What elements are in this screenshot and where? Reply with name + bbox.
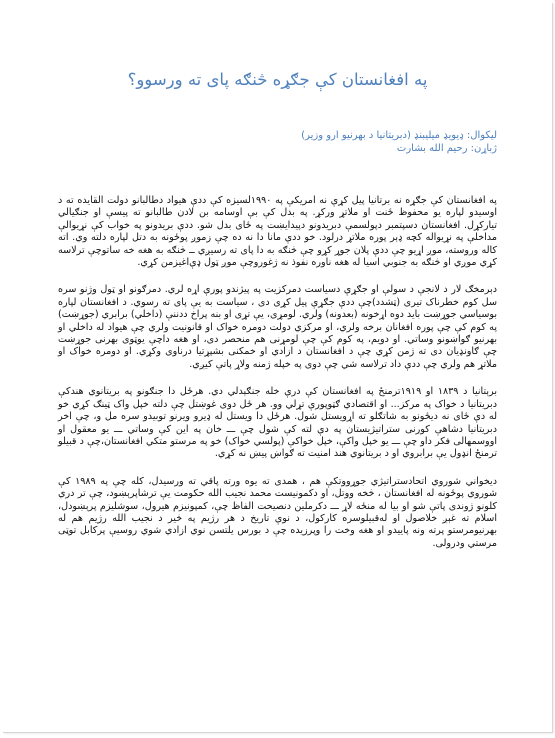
author-line: ليکوال: ډيويډ ميليبنډ (دبريتانيا د بهرنيو ارو وزير) xyxy=(301,130,497,141)
article-body xyxy=(58,195,497,550)
document-title: په افغانستان کې جګړه څنګه پای ته ورسوو؟ xyxy=(127,70,428,89)
byline xyxy=(58,129,497,155)
paragraph: برېتانيا د ۱۸۳۹ او ۱۹۱۹ترمنځ په افغانستان کې درې خله جنګېدلي دي. هرځل دا جنګونو په بريتانوي هندکې دبريتانيا د خواک په مرکز... او اقتصادي ګټوپورې تړلي وو. هر ځل دوی غوښتل چې دلته خپل واک ټينګ کړي خو له دې ځای نه ديځونو به شاتګلو ته اړويستل شول. هرځل دا ويستل له ډيرو ويرنو توبيدو سره مل و، چې اخر دبريتانيا دشاهې کورنی ستراتيژيستان په دې لته کې شول چې ـــ خان په اين کې وساتي ـــ يو معقول او اووسمهالی فکر داو چې ـــ يو خپل واکې، خپل خواکې (پولسي خواک) خو په مرستو متکي افغانستان،چې د قبيلو ترمنځ انډول يې برابروي او د بريتانوي هند امنيت ته ګواښ پيښ نه کړي. xyxy=(58,386,497,460)
translator-line: ژباړن: رحيم الله بشارت xyxy=(396,143,497,154)
document-page xyxy=(3,3,553,733)
document-content xyxy=(58,63,497,565)
paragraph: دېرمخګ لار د لانجې د سولې او جګړې دسياست دمرکزيت په پيژندو پورې اړه لري. دمرګونو او ټول وژنو سره سل کوم خطرناک تيری (ټشدد)چې ددې جګړې پيل کړی دی ، سياست به يې پای ته رسوي. د افغانستان لپاره بوسياسي جوړښت بايد دوه اړخونه (بعدونه) ولري. لومړی، يې تړی او بنه پراخ ددننې (داخلي) برابري (جوړښت) په کوم کې چې پوره افغانان برخه ولري، او مرکزي دولت دومره خواک او قانونيت ولري چې هيواد له داخلي او بهرنيو ګواښونو وساتي. او دويم، په کوم کې چې لومړنی هم منحصر دی، او هغه داچې يوټوی بهرنی جوړښت چې ګاونډيان دی ته ژمن کړي چې د افغانستان د ازادي او خمکنی بشپړتيا درناوی وکړي. او دومره خواک او ملاتړ هم ولري چې ددې داد ترلاسه شي چې دوی په خپله ژمنه ولاړ پاتې کيږي. xyxy=(58,284,497,370)
paragraph: ديخواني شوروي اتحادستراتيژي جوړووتکې هم ، همدی ته يوه ورته پاقي ته ورسيدل، کله چې په ۱۹۸۹ کې شوروي پوځونه له افغانستان ، څخه ووتل، او دکمونيست محمد نجيب الله حکومت يې ترشاپرېښود، چې تر دري کلونو ژوندی پاتې شو او بيا له منځه لاړ ـــ دکرملين دنصيحت الفاظ چې، کمپونيزم هيرول، سوشليزم پرېښودل، اسلام ته غېږ خلاصول او له‌قبيلوسره کارکول، د نوې تاريخ د هر رژيم په څير د نجيب الله رژيم هم له بهرنيومرستو پرته ونه پاييدو او هغه وخت را وپرزيده چې د بورس يلتسن نوي ازادي شوي روسيې پرکابل توټی مرستي ودرولی. xyxy=(58,475,497,549)
paragraph: په افغانستان کې جګړه نه برتانيا پيل کړې نه امريکې په ۱۹۹۰لسيزه کې ددې هيواد دطالبانو دولت القايده ته د اوسيدو لپاره يو محفوظ ځنت او ملاتړ ورکړ. په بدل کې بې اوسامه بن لادن طالبانو ته پيسې او جنګيالي تيارکړل. افغانستان دسپتمبر دپولسمې دبريدونو دپيدايښت په ځای بدل شو. ددې بريدونو په خواب کې نړيوالې مداخلې په نړيواله کچه ډېر پوره ملاتړ درلود. خو ددې مانا دا نه ده چې زموږ پوځونه به دتل لپاره دلته وي. اته کاله وروسته، موږ اړيو چې ددې پلان جوړ کړو چې څنګه به دا پای ته رسيږي ــ څنګه به هغه خه ساتوچې ترلاسه کړي موږي او څنګه به جنوبي اسيا له هغه ناوره نفوذ نه ژغوروچې موږ ټول ډې‌اغيزمن کړي. xyxy=(58,195,497,269)
